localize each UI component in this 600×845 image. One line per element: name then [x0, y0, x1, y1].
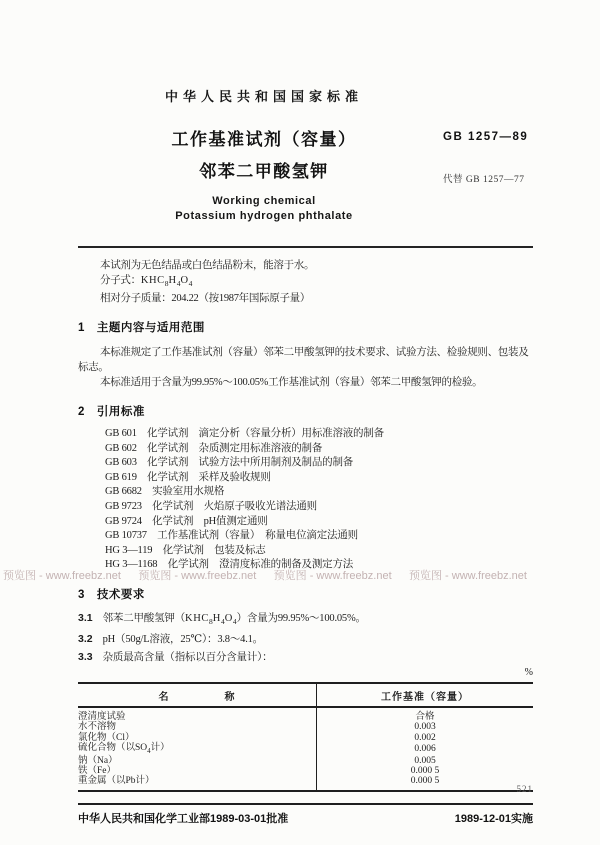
column-header-name: 名 称 [78, 683, 317, 707]
chemical-formula: $KHC_8H_4O_4$ [185, 613, 237, 627]
chemical-formula: $KHC_8H_4O_4$ [140, 275, 193, 289]
molecular-formula-label: 分子式： [100, 275, 141, 286]
spec-table-body [78, 707, 533, 791]
reference-item: GB 601 化学试剂 滴定分析（容量分析）用标准溶液的制备 [105, 428, 384, 440]
table-row [78, 743, 533, 756]
document-footer [78, 803, 533, 826]
reference-item: GB 10737 工作基准试剂（容量） 称量电位滴定法通则 [105, 530, 358, 542]
implementation-date: 1989-12-01实施 [454, 813, 533, 826]
watermark-text: 预览图 - www.freebz.net [273, 570, 392, 582]
impurity-limit: 0.000 5 [410, 766, 440, 777]
table-row [78, 756, 533, 766]
molecular-weight-line: 相对分子质量：204.22（按1987年国际原子量） [100, 293, 311, 305]
impurity-name: 硫化合物（以$SO_4$计） [78, 743, 317, 756]
header-rule [78, 246, 533, 248]
section-3-title: 技术要求 [96, 589, 145, 602]
reference-item: HG 3—1168 化学试剂 澄清度标准的制备及测定方法 [105, 559, 354, 571]
clause-3-1: 3.1 邻苯二甲酸氢钾$(KHC_8H_4O_4)$含量为99.95%～100.05%。 [78, 612, 366, 627]
title-chinese-line1: 工作基准试剂（容量） [171, 130, 357, 149]
replaces-standard: 代替 GB 1257—77 [443, 175, 525, 185]
standard-number: GB 1257—89 [443, 131, 529, 143]
standard-header [78, 0, 450, 222]
impurity-name: 铁（Fe） [78, 766, 317, 776]
watermark-text: 预览图 - www.freebz.net [138, 570, 257, 582]
reference-item: GB 602 化学试剂 杂质测定用标准溶液的制备 [105, 442, 323, 454]
document-content [78, 0, 533, 826]
page-number: 521 [516, 784, 533, 794]
impurity-limit: 0.003 [414, 722, 436, 733]
intro-description: 本试剂为无色结晶或白色结晶粉末，能溶于水。 [100, 260, 315, 271]
section-2-number: 2 [78, 406, 85, 419]
impurity-name: 澄清度试验 [78, 707, 317, 722]
clause-3-2: 3.2 pH（50g/L溶液，25℃）：3.8～4.1。 [78, 633, 263, 646]
standard-number-block [443, 131, 573, 185]
section-1-paragraph-2: 本标准适用于含量为99.95%～100.05%工作基准试剂（容量）邻苯二甲酸氢钾的检验。 [100, 377, 483, 389]
section-1-heading [78, 319, 533, 335]
table-unit-label: % [524, 667, 533, 679]
reference-item: GB 603 化学试剂 试验方法中所用制剂及制品的制备 [105, 457, 354, 469]
section-2-heading [78, 403, 533, 419]
section-3-heading [78, 586, 533, 602]
table-row [78, 722, 533, 732]
impurity-limit: 0.006 [414, 744, 436, 755]
section-1-paragraph-1: 本标准规定了工作基准试剂（容量）邻苯二甲酸氢钾的技术要求、试验方法、检验规则、包装及标志。 [78, 347, 529, 374]
table-row [78, 766, 533, 776]
reference-item: HG 3—119 化学试剂 包装及标志 [105, 544, 266, 556]
approval-text: 中华人民共和国化学工业部1989-03-01批准 [78, 813, 289, 826]
section-3-number: 3 [78, 589, 85, 602]
reference-item: GB 6682 实验室用水规格 [105, 486, 225, 498]
reference-item: GB 619 化学试剂 采样及验收规则 [105, 471, 271, 483]
impurity-name: 氯化物（Cl） [78, 733, 317, 743]
section-1-title: 主题内容与适用范围 [96, 322, 205, 335]
reference-item: GB 9723 化学试剂 火焰原子吸收光谱法通则 [105, 501, 317, 513]
molecular-formula-line [78, 273, 533, 291]
impurity-name: 水不溶物 [78, 722, 317, 732]
impurity-limit: 0.005 [414, 755, 436, 766]
title-english-line2: Potassium hydrogen phthalate [175, 210, 353, 222]
column-header-grade: 工作基准（容量） [317, 683, 534, 707]
clause-3-1-number: 3.1 [78, 612, 93, 625]
clause-3-3-number: 3.3 [78, 651, 93, 664]
watermark-text: 预览图 - www.freebz.net [408, 570, 527, 582]
impurity-limit: 0.000 5 [410, 776, 440, 787]
section-2-title: 引用标准 [96, 406, 145, 419]
title-english-line1: Working chemical [212, 195, 316, 207]
title-chinese-line2: 邻苯二甲酸氢钾 [199, 162, 329, 181]
impurity-limit: 合格 [415, 712, 435, 723]
table-row [78, 733, 533, 743]
impurity-spec-table [78, 682, 533, 792]
clause-3-2-number: 3.2 [78, 633, 93, 646]
impurity-name: 钠（Na） [78, 756, 317, 766]
reference-item: GB 9724 化学试剂 pH值测定通则 [105, 515, 268, 527]
table-header-row [78, 683, 533, 707]
clause-3-3: 3.3 杂质最高含量（指标以百分含量计）： [78, 651, 273, 664]
watermark-text: 预览图 - www.freebz.net [3, 570, 121, 582]
table-row [78, 707, 533, 722]
impurity-name: 重金属（以Pb计） [78, 776, 317, 791]
reference-list [78, 427, 533, 573]
national-standard-label: 中华人民共和国国家标准 [164, 89, 363, 104]
impurity-limit: 0.002 [414, 732, 436, 743]
section-1-number: 1 [78, 322, 85, 335]
